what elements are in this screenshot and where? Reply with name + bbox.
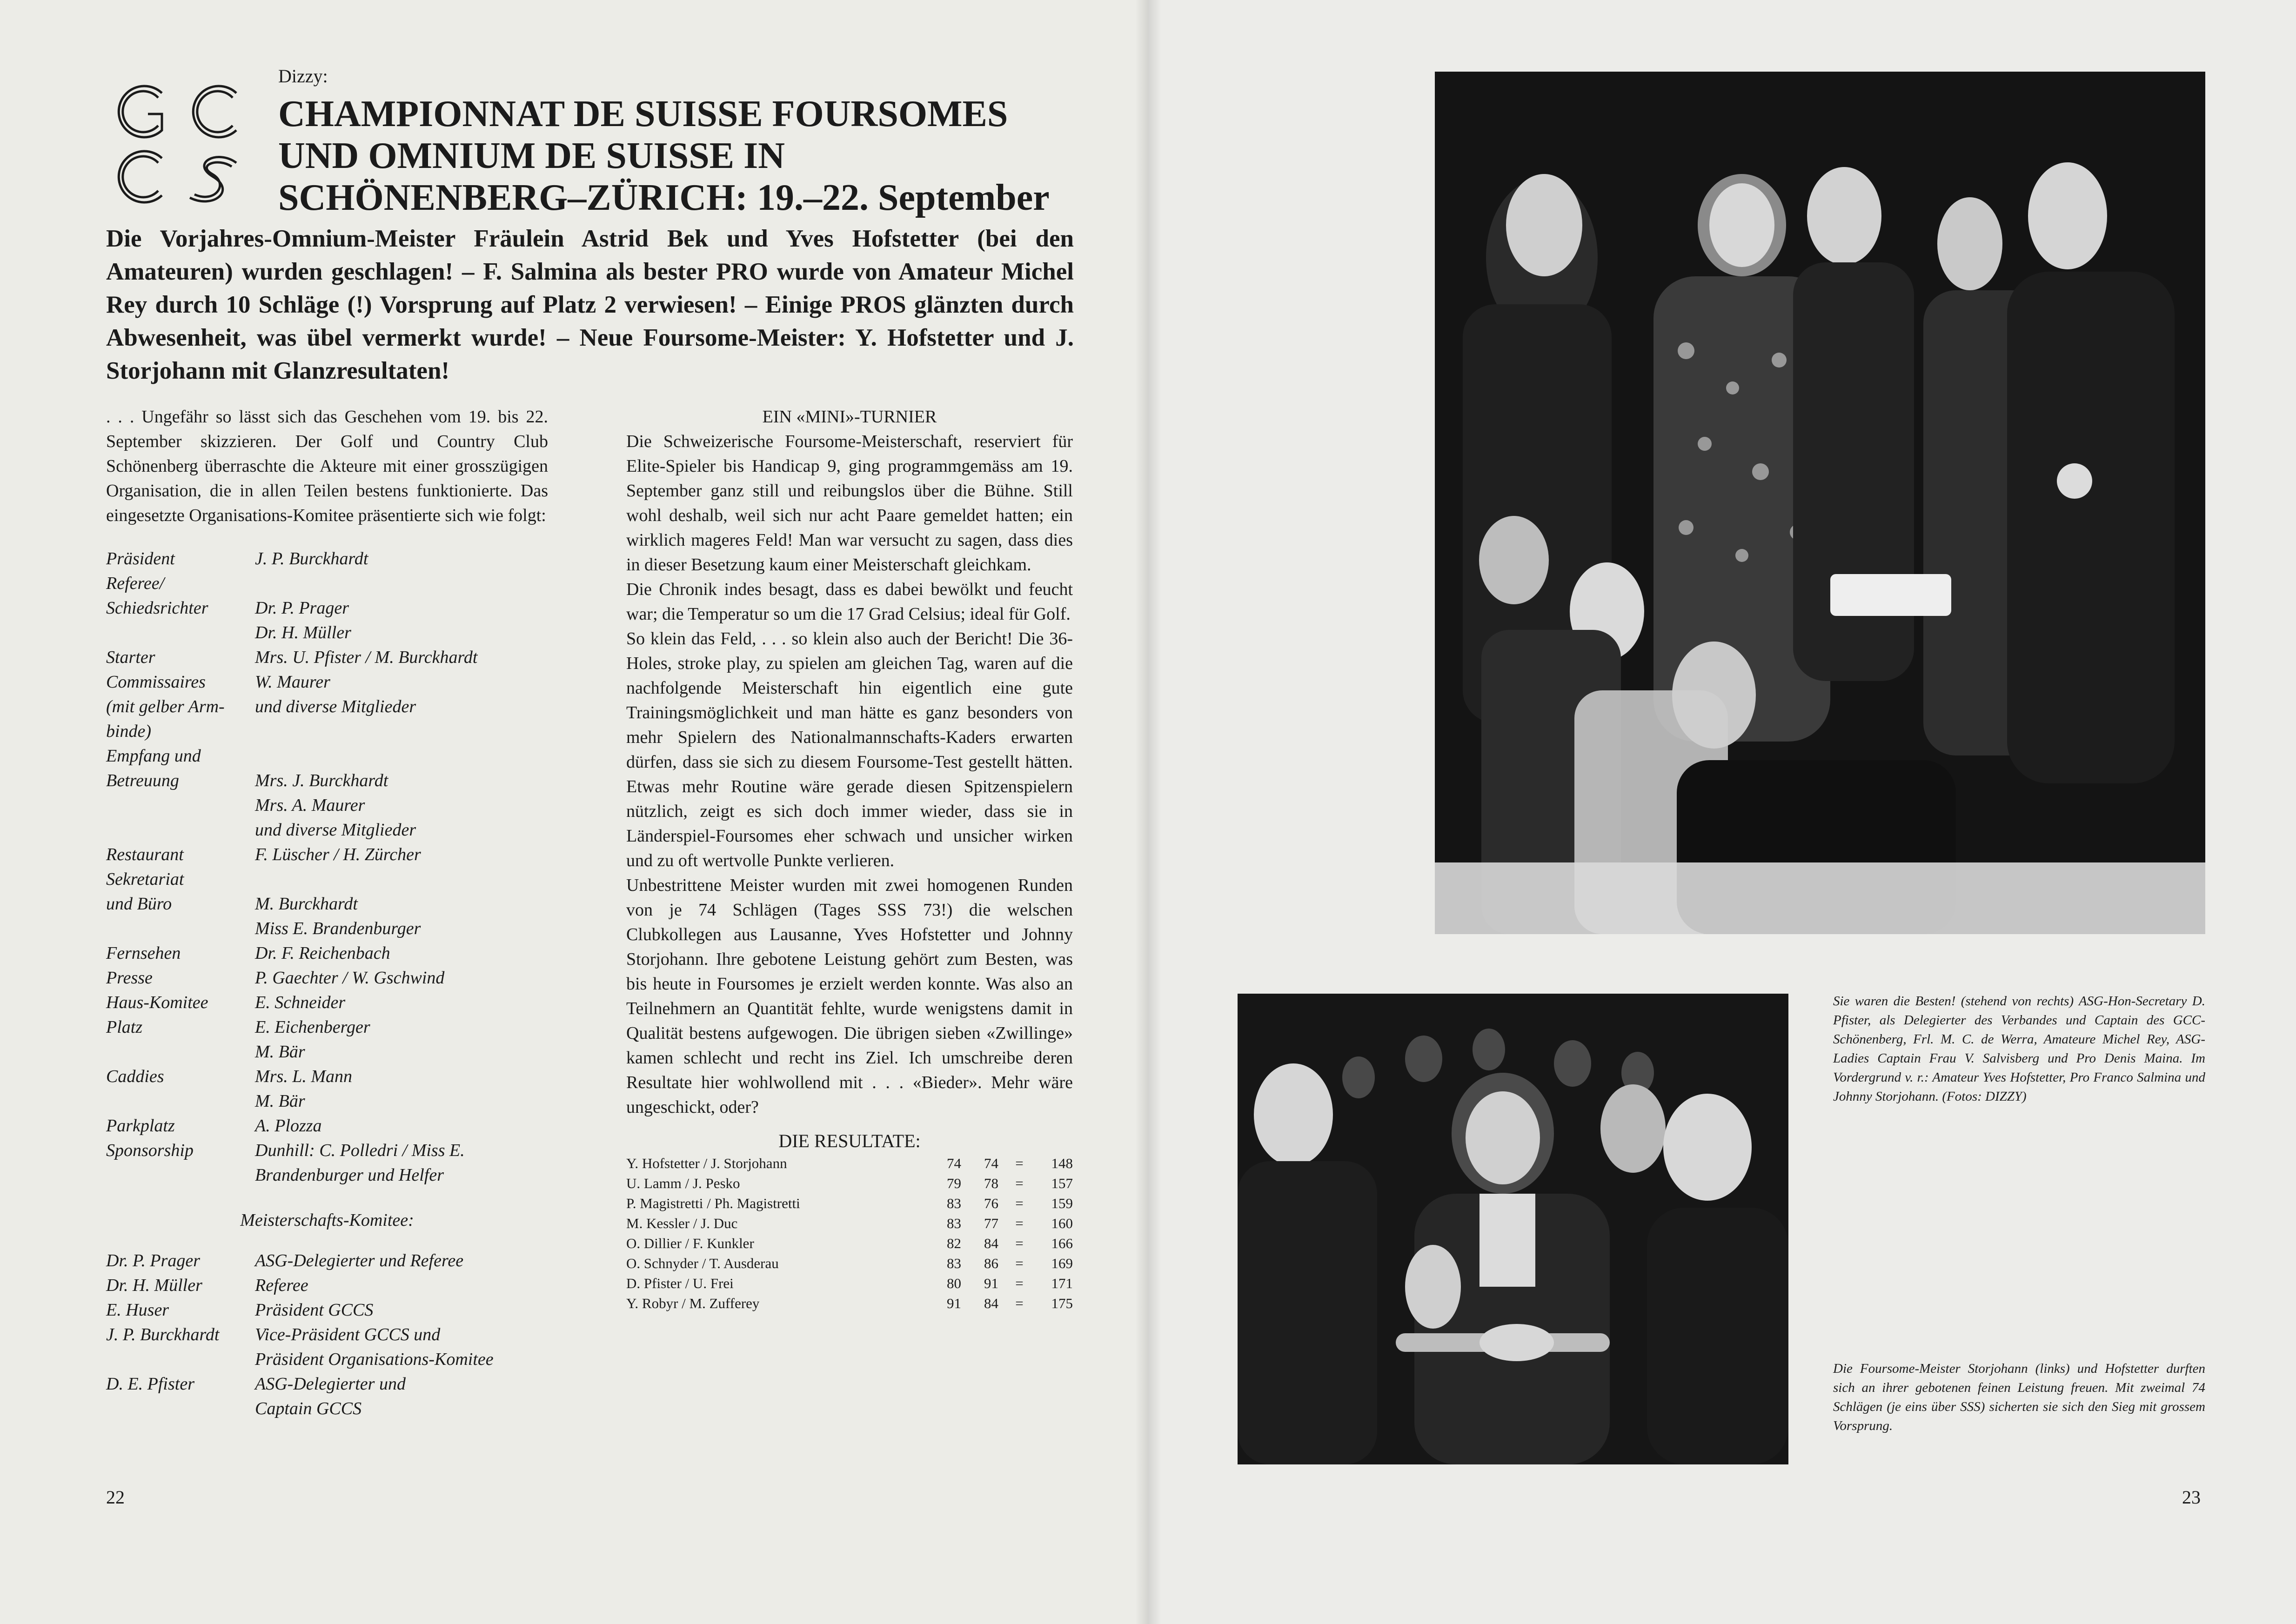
championship-committee-row [106,1372,548,1397]
committee-role: Sponsorship [106,1141,194,1160]
article-paragraph: Die Schweizerische Foursome-Meisterschaft, reserviert für Elite-Spieler bis Handicap 9, ging programmgemäss am 19. September ganz still und reibungslos über die Bühne. Still wohl deshalb, weil sich nur acht Paare gemeldet hatten; ein wirklich mageres Feld! Man war versucht zu sagen, dass dies in dieser Besetzung kaum einer Meisterschaft gleichkam. [626,432,1073,575]
committee-name: M. Bär [255,1042,305,1062]
results-table [626,1129,1073,1313]
committee-row [106,645,548,670]
result-round-1: 91 [947,1295,961,1311]
results-row [626,1293,1073,1313]
committee-role: Starter [106,648,155,667]
result-equals: = [1015,1275,1024,1291]
committee-row [106,966,548,990]
member-name: Dr. P. Prager [106,1251,200,1270]
committee-name: Dr. F. Reichenbach [255,943,390,963]
article-body [626,429,1073,1120]
committee-row [106,571,548,596]
result-pair: Y. Hofstetter / J. Storjohann [626,1155,787,1171]
committee-role [106,621,255,645]
committee-name: M. Bär [255,1091,305,1111]
headline [278,93,1069,219]
caption-group-photo: Sie waren die Besten! (stehend von rechts) ASG-Hon-Secretary D. Pfister, als Delegierter des Verbandes und Captain des GCC-Schönenberg, Frl. M. C. de Werra, Amateure Michel Rey, ASG-Ladies Captain Frau V. Salvisberg und Pro Denis Maina. Im Vordergrund v. r.: Amateur Yves Hofstetter, Pro Franco Salmina und Johnny Storjohann. (Fotos: DIZZY) [1833,994,2205,1104]
headline-line: SCHÖNENBERG–ZÜRICH: 19.–22. September [278,177,1050,218]
result-total: 157 [1051,1175,1073,1191]
results-row [626,1233,1073,1253]
intro-paragraph: . . . Ungefähr so lässt sich das Geschehen vom 19. bis 22. September skizzieren. Der Golf und Country Club Schönenberg überraschte die Akteure mit einer grosszügigen Organisation, die in allen Teilen bestens funktionierte. Das eingesetzte Organisations-Komitee präsentierte sich wie folgt: [106,407,548,525]
championship-committee-title: Meisterschafts-Komitee: [240,1210,414,1230]
result-equals: = [1015,1215,1024,1231]
committee-name: Brandenburger und Helfer [255,1165,444,1185]
member-role: Referee [255,1276,308,1295]
championship-committee-row [106,1347,548,1372]
result-round-1: 74 [947,1155,961,1171]
result-round-2: 74 [984,1155,998,1171]
result-equals: = [1015,1155,1024,1171]
result-equals: = [1015,1195,1024,1211]
committee-role [106,793,255,818]
committee-role: Caddies [106,1067,164,1086]
result-pair: M. Kessler / J. Duc [626,1215,738,1231]
committee-role: und Büro [106,894,172,914]
page-gutter [1135,0,1161,1624]
result-round-2: 78 [984,1175,998,1191]
championship-committee-row [106,1323,548,1347]
committee-role: Restaurant [106,845,184,864]
committee-row [106,842,548,867]
result-round-1: 80 [947,1275,961,1291]
section-title: EIN «MINI»-TURNIER [762,407,937,427]
page-number-right: 23 [2182,1487,2201,1508]
committee-role [106,916,255,941]
championship-committee-list [106,1249,548,1421]
committee-name [255,571,548,596]
member-role: Präsident Organisations-Komitee [255,1350,494,1369]
committee-row [106,1163,548,1188]
championship-committee-row [106,1397,548,1421]
result-round-1: 83 [947,1215,961,1231]
member-role: Captain GCCS [255,1399,362,1418]
result-pair: U. Lamm / J. Pesko [626,1175,740,1191]
result-round-2: 84 [984,1235,998,1251]
headline-line: UND OMNIUM DE SUISSE IN [278,135,785,176]
committee-row [106,867,548,892]
result-total: 160 [1051,1215,1073,1231]
lead-paragraph: Die Vorjahres-Omnium-Meister Fräulein Astrid Bek und Yves Hofstetter (bei den Amateuren) wurden geschlagen! – F. Salmina als bester PRO wurde von Amateur Michel Rey durch 10 Schläge (!) Vorsprung auf Platz 2 verwiesen! – Einige PROS glänzten durch Abwesenheit, was übel vermerkt wurde! – Neue Foursome-Meister: Y. Hofstetter und J. Storjohann mit Glanzresultaten! [106,225,1074,384]
member-role: Präsident GCCS [255,1300,374,1320]
committee-row [106,1040,548,1064]
result-total: 169 [1051,1255,1073,1271]
member-name: E. Huser [106,1300,169,1320]
committee-row [106,916,548,941]
committee-role: Fernsehen [106,943,181,963]
result-equals: = [1015,1295,1024,1311]
result-round-2: 84 [984,1295,998,1311]
result-total: 159 [1051,1195,1073,1211]
committee-row [106,695,548,719]
committee-row [106,941,548,966]
member-name: J. P. Burckhardt [106,1325,220,1344]
organising-committee-list [106,547,548,1188]
result-total: 171 [1051,1275,1073,1291]
committee-role: Haus-Komitee [106,993,208,1012]
committee-name: Mrs. L. Mann [255,1067,353,1086]
committee-row [106,719,548,744]
committee-row [106,769,548,793]
results-row [626,1153,1073,1173]
committee-name: Dr. P. Prager [255,598,349,618]
committee-row [106,1064,548,1089]
committee-name [255,867,548,892]
results-row [626,1273,1073,1293]
committee-name: Mrs. U. Pfister / M. Burckhardt [255,648,478,667]
article-paragraph: So klein das Feld, . . . so klein also auch der Bericht! Die 36-Holes, stroke play, zu spielen am gleichen Tag, waren auf die nachfolgende Meisterschaft hin eigentlich eine gute Trainingsmöglichkeit und man hätte es ganz besonders von mehr Spielern des Nationalmannschafts-Kaders erwarten dürfen, dass sie sich zu diesem Foursome-Test gestellt hätten. Etwas mehr Routine wäre gerade diesen Spitzenspielern nützlich, zeigt es sich doch immer wieder, dass sie in Länderspiel-Foursomes eher schwach und unsicher wirken und zu oft wertvolle Punkte verlieren. [626,629,1073,870]
photo-foursome-champions [1238,994,1788,1464]
committee-role: Platz [106,1017,143,1037]
committee-name: J. P. Burckhardt [255,549,368,568]
member-name: Dr. H. Müller [106,1276,202,1295]
committee-name: M. Burckhardt [255,894,358,914]
result-round-1: 82 [947,1235,961,1251]
committee-row [106,1114,548,1138]
committee-role: Betreuung [106,771,179,790]
results-row [626,1173,1073,1193]
result-round-2: 91 [984,1275,998,1291]
left-column [106,405,548,1421]
committee-role: Parkplatz [106,1116,175,1136]
committee-role [106,818,255,842]
committee-name: Mrs. A. Maurer [255,795,365,815]
right-page [1148,0,2296,1624]
committee-row [106,1138,548,1163]
committee-row [106,1089,548,1114]
handshake-photo-illustration [1238,994,1788,1464]
committee-name: A. Plozza [255,1116,322,1136]
championship-committee-row [106,1273,548,1298]
group-photo-illustration [1435,72,2205,934]
result-total: 148 [1051,1155,1073,1171]
result-round-1: 83 [947,1255,961,1271]
committee-role: Commissaires [106,672,206,692]
result-round-1: 83 [947,1195,961,1211]
page-number-left: 22 [106,1487,125,1508]
committee-name: und diverse Mitglieder [255,820,416,840]
results-row [626,1253,1073,1273]
committee-role: Presse [106,968,153,988]
committee-row [106,744,548,769]
result-equals: = [1015,1235,1024,1251]
committee-name: Mrs. J. Burckhardt [255,771,388,790]
committee-row [106,818,548,842]
committee-name: E. Eichenberger [255,1017,370,1037]
committee-name: P. Gaechter / W. Gschwind [255,968,445,988]
championship-committee-row [106,1298,548,1323]
member-role: ASG-Delegierter und Referee [255,1251,464,1270]
member-name [106,1397,255,1421]
result-round-2: 76 [984,1195,998,1211]
committee-name: Dr. H. Müller [255,623,351,642]
results-row [626,1193,1073,1213]
committee-role [106,1040,255,1064]
group-photo-winners [1435,72,2205,934]
caption-champions-photo: Die Foursome-Meister Storjohann (links) und Hofstetter durften sich an ihrer gebotenen feinen Leistung freuen. Mit zweimal 74 Schlägen (je eins über SSS) sicherten sie sich den Sieg mit grossem Vorsprung. [1833,1361,2205,1433]
committee-row [106,596,548,621]
committee-row [106,621,548,645]
committee-role: Präsident [106,549,175,568]
committee-name [255,719,548,744]
byline: Dizzy: [278,66,328,87]
committee-role [106,1163,255,1188]
committee-name: E. Schneider [255,993,346,1012]
committee-role: Sekretariat [106,869,184,889]
committee-role: (mit gelber Arm- [106,697,225,716]
result-total: 166 [1051,1235,1073,1251]
committee-row [106,670,548,695]
committee-row [106,793,548,818]
result-pair: O. Schnyder / T. Ausderau [626,1255,779,1271]
gccs-logo [106,74,246,214]
result-pair: P. Magistretti / Ph. Magistretti [626,1195,800,1211]
committee-role [106,1089,255,1114]
article-paragraph: Die Chronik indes besagt, dass es dabei bewölkt und feucht war; die Temperatur so um die 17 Grad Celsius; ideal für Golf. [626,580,1073,624]
committee-name: F. Lüscher / H. Zürcher [255,845,421,864]
committee-row [106,990,548,1015]
committee-name [255,744,548,769]
championship-committee-row [106,1249,548,1273]
member-name [106,1347,255,1372]
results-row [626,1213,1073,1233]
result-pair: O. Dillier / F. Kunkler [626,1235,754,1251]
committee-row [106,547,548,571]
committee-name: und diverse Mitglieder [255,697,416,716]
committee-role: Empfang und [106,746,201,766]
headline-line: CHAMPIONNAT DE SUISSE FOURSOMES [278,94,1008,134]
committee-name: W. Maurer [255,672,330,692]
member-role: ASG-Delegierter und [255,1374,406,1394]
member-role: Vice-Präsident GCCS und [255,1325,441,1344]
result-round-2: 77 [984,1215,998,1231]
article-paragraph: Unbestrittene Meister wurden mit zwei homogenen Runden von je 74 Schlägen (Tages SSS 73!) die welschen Clubkollegen aus Lausanne, Yves Hofstetter und Johnny Storjohann. Ihre gebotene Leistung gehört zum Besten, was bis heute in Foursomes je erzielt werden konnte. Was also an Teilnehmern an Quantität fehlte, wurde wenigstens damit in Qualität bestens aufgewogen. Die übrigen sieben «Zwillinge» kamen schlecht und recht ins Ziel. Ich umschreibe deren Resultate hier wohlwollend mit . . . «Bieder». Mehr wäre ungeschickt, oder? [626,875,1073,1117]
committee-row [106,1015,548,1040]
result-round-2: 86 [984,1255,998,1271]
result-pair: Y. Robyr / M. Zufferey [626,1295,760,1311]
result-round-1: 79 [947,1175,961,1191]
result-equals: = [1015,1255,1024,1271]
committee-name: Miss E. Brandenburger [255,919,421,938]
committee-role: Schiedsrichter [106,598,208,618]
committee-row [106,892,548,916]
committee-name: Dunhill: C. Polledri / Miss E. [255,1141,465,1160]
committee-role: binde) [106,722,152,741]
committee-role: Referee/ [106,574,165,593]
result-total: 175 [1051,1295,1073,1311]
result-equals: = [1015,1175,1024,1191]
results-title: DIE RESULTATE: [778,1130,921,1151]
member-name: D. E. Pfister [106,1374,194,1394]
right-column [626,405,1073,1313]
result-pair: D. Pfister / U. Frei [626,1275,734,1291]
